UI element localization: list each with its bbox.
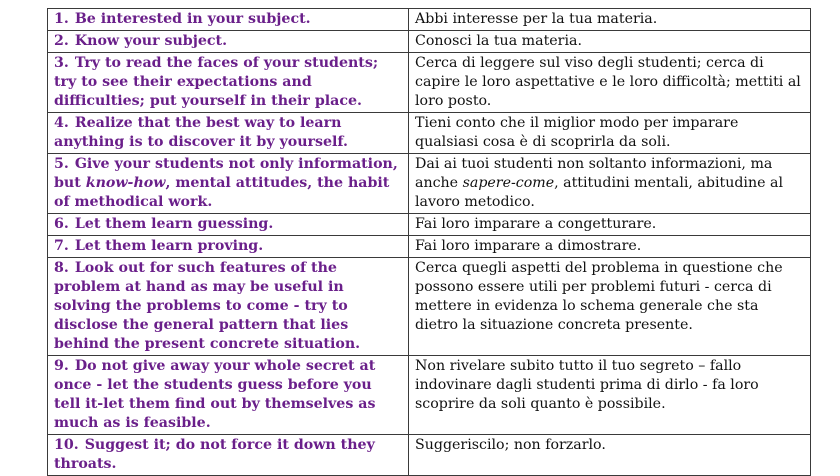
english-cell [48, 9, 409, 31]
table-row [48, 31, 811, 53]
english-text: Know your subject. [74, 33, 228, 49]
english-cell [48, 435, 409, 476]
english-cell [48, 113, 409, 154]
row-number: 8. [54, 260, 69, 276]
table-row [48, 113, 811, 154]
italian-text: Fai loro imparare a dimostrare. [415, 238, 642, 254]
table-row [48, 214, 811, 236]
italian-text: Non rivelare subito tutto il tuo segreto – fallo indovinare dagli studenti prima di dirlo - fa loro scoprire da soli quanto è possibile. [415, 358, 759, 412]
row-number: 7. [54, 238, 69, 254]
italian-text: Dai ai tuoi studenti non soltanto informazioni, ma anche [415, 156, 773, 191]
english-text: Try to read the faces of your students; try to see their expectations and difficulties; put yourself in their place. [54, 55, 379, 109]
english-cell [48, 31, 409, 53]
english-cell [48, 154, 409, 214]
english-text: Suggest it; do not force it down they throats. [54, 437, 375, 472]
italian-text: Cerca di leggere sul viso degli studenti; cerca di capire le loro aspettative e le loro difficoltà; mettiti al loro posto. [415, 55, 801, 109]
row-number: 4. [54, 115, 69, 131]
italian-cell [409, 9, 811, 31]
italian-text: Suggeriscilo; non forzarlo. [415, 437, 606, 453]
row-number: 2. [54, 33, 69, 49]
table-row [48, 258, 811, 356]
italian-text: Abbi interesse per la tua materia. [415, 11, 658, 27]
row-number: 9. [54, 358, 69, 374]
table-row [48, 236, 811, 258]
row-number: 1. [54, 11, 69, 27]
table-row [48, 154, 811, 214]
italian-text: Fai loro imparare a congetturare. [415, 216, 657, 232]
italian-cell [409, 356, 811, 435]
table-row [48, 53, 811, 113]
english-text: Give your students not only information, but [54, 156, 398, 191]
row-number: 3. [54, 55, 69, 71]
english-cell [48, 258, 409, 356]
english-text: Look out for such features of the problem at hand as may be useful in solving the problems to come - try to disclose the general pattern that lies behind the present concrete situation. [54, 260, 361, 352]
italian-text: Cerca quegli aspetti del problema in questione che possono essere utili per problemi futuri - cerca di mettere in evidenza lo schema generale che sta dietro la situazione concreta presente. [415, 260, 783, 333]
italian-cell [409, 258, 811, 356]
table-row [48, 435, 811, 476]
table-row [48, 356, 811, 435]
heuristics-table [47, 8, 811, 476]
italian-cell [409, 214, 811, 236]
italian-emphasis: sapere-come [462, 175, 555, 191]
english-cell [48, 214, 409, 236]
english-emphasis: know-how [85, 175, 166, 191]
row-number: 10. [54, 437, 79, 453]
english-cell [48, 53, 409, 113]
english-cell [48, 236, 409, 258]
english-text: Do not give away your whole secret at once - let the students guess before you tell it-let them find out by themselves as much as is feasible. [54, 358, 376, 431]
english-text: Be interested in your subject. [74, 11, 311, 27]
italian-cell [409, 53, 811, 113]
row-number: 5. [54, 156, 69, 172]
italian-cell [409, 31, 811, 53]
english-cell [48, 356, 409, 435]
table-row [48, 9, 811, 31]
english-text: , mental attitudes, the habit of methodical work. [54, 175, 390, 210]
italian-cell [409, 236, 811, 258]
italian-text: , attitudini mentali, abitudine al lavoro metodico. [415, 175, 784, 210]
row-number: 6. [54, 216, 69, 232]
english-text: Let them learn guessing. [74, 216, 274, 232]
italian-cell [409, 435, 811, 476]
english-text: Realize that the best way to learn anything is to discover it by yourself. [54, 115, 348, 150]
italian-text: Tieni conto che il miglior modo per imparare qualsiasi cosa è di scoprirla da soli. [415, 115, 739, 150]
italian-cell [409, 113, 811, 154]
italian-text: Conosci la tua materia. [415, 33, 582, 49]
italian-cell [409, 154, 811, 214]
english-text: Let them learn proving. [74, 238, 264, 254]
